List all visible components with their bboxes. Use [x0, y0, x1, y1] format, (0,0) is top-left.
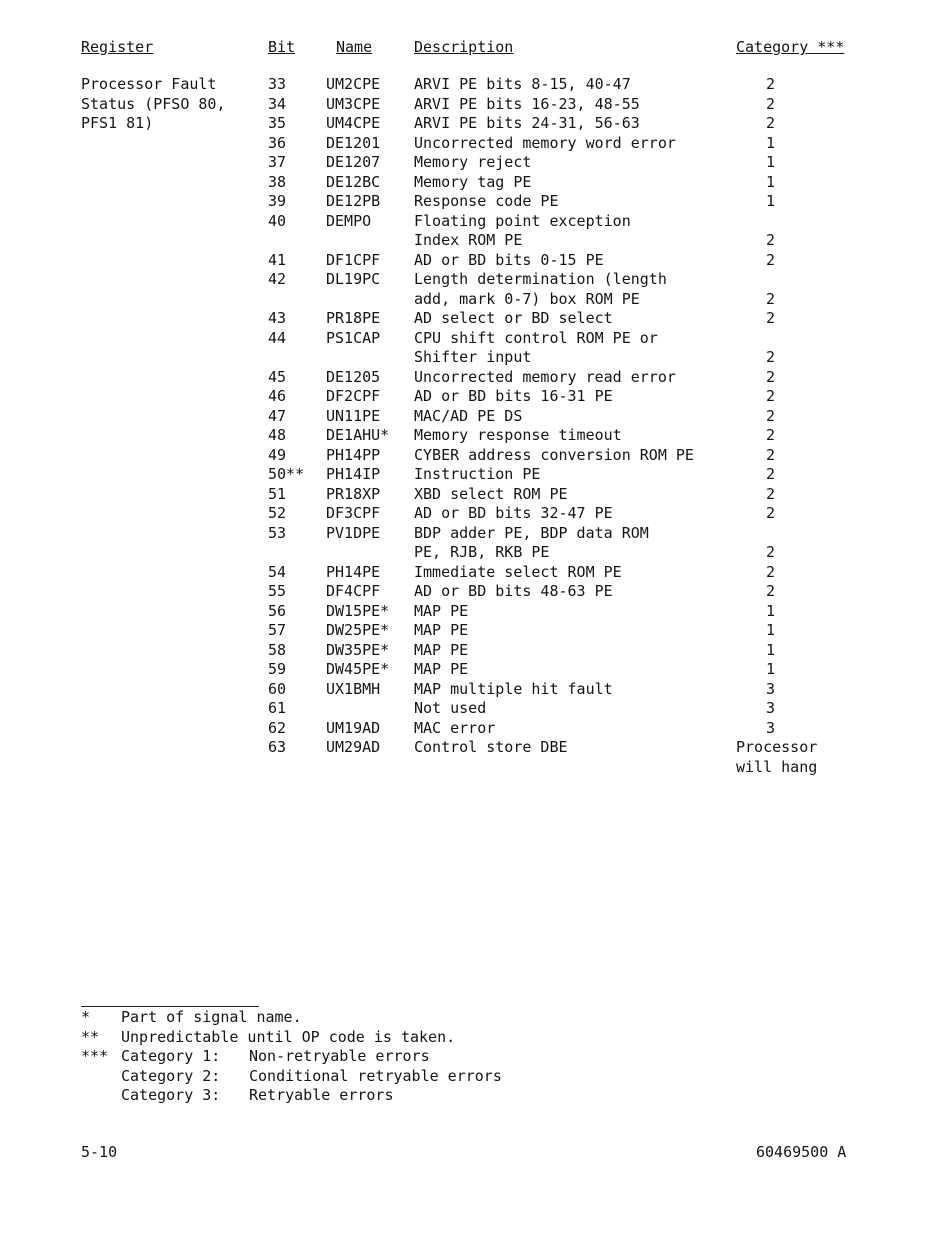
bit-cell: 37 [268, 153, 287, 171]
name-cell: PH14IP [326, 465, 381, 483]
description-cell: CPU shift control ROM PE or [414, 328, 658, 347]
bit-cell: 39 [268, 192, 287, 210]
name-cell: UM2CPE [326, 75, 381, 93]
name-cell: DE1201 [326, 133, 381, 152]
name-cell: DF3CPF [326, 504, 381, 522]
name-cell: DW25PE* [326, 621, 390, 639]
page-number: 5-10 [81, 1143, 118, 1161]
header-name: Name [336, 38, 373, 56]
description-cell: AD or BD bits 16-31 PE [414, 387, 613, 405]
register-line: Processor Fault [81, 75, 217, 93]
name-cell: UM19AD [326, 718, 381, 737]
category-cell: 1 [766, 192, 776, 210]
table-row [0, 738, 950, 758]
category-cell: 2 [766, 562, 776, 581]
description-cell: Not used [414, 699, 487, 717]
name-cell: UX1BMH [326, 679, 381, 698]
table-row [0, 290, 950, 310]
description-cell: MAP PE [414, 660, 469, 678]
name-cell: PV1DPE [326, 523, 381, 542]
name-cell: DEMPO [326, 211, 372, 230]
bit-cell: 44 [268, 328, 287, 347]
name-cell: DE1207 [326, 153, 381, 171]
category-cell: 2 [766, 543, 776, 561]
bit-cell: 50** [268, 465, 305, 483]
header-category: Category *** [736, 38, 845, 56]
name-cell: DE12BC [326, 172, 381, 191]
footnote-label: Category 3: [121, 1086, 221, 1104]
name-cell: DW45PE* [326, 660, 390, 678]
bit-cell: 40 [268, 211, 287, 230]
category-cell: 2 [766, 348, 776, 366]
description-cell: BDP adder PE, BDP data ROM [414, 523, 649, 542]
category-cell: 2 [766, 387, 776, 405]
table-row [0, 582, 950, 602]
category-cell: 2 [766, 504, 776, 522]
category-cell: 2 [766, 484, 776, 503]
description-cell: Floating point exception [414, 211, 631, 230]
table-row [0, 270, 950, 290]
category-cell: 2 [766, 250, 776, 269]
name-cell: DL19PC [326, 270, 381, 288]
table-row [0, 153, 950, 173]
description-cell: MAP PE [414, 621, 469, 639]
footnote-mark: *** [81, 1047, 109, 1065]
description-cell: AD or BD bits 48-63 PE [414, 582, 613, 600]
category-cell: 2 [766, 231, 776, 249]
footnote-divider [81, 1006, 259, 1007]
bit-cell: 54 [268, 562, 287, 581]
table-row [0, 231, 950, 251]
description-cell: MAC/AD PE DS [414, 406, 523, 425]
table-row [0, 680, 950, 700]
name-cell: UM4CPE [326, 114, 381, 132]
bit-cell: 41 [268, 250, 287, 269]
name-cell: PH14PE [326, 562, 381, 581]
name-cell: DF4CPF [326, 582, 381, 600]
category-cell: 1 [766, 660, 776, 678]
table-row [0, 485, 950, 505]
category-cell: 3 [766, 718, 776, 737]
table-row [0, 134, 950, 154]
document-number: 60469500 A [756, 1143, 847, 1161]
description-cell: MAP PE [414, 601, 469, 620]
category-cell: 2 [766, 114, 776, 132]
table-row [0, 660, 950, 680]
table-row [0, 114, 950, 134]
category-cell: 2 [766, 582, 776, 600]
category-cell: 1 [766, 640, 776, 659]
table-row [0, 95, 950, 115]
category-cell: 2 [766, 75, 776, 93]
bit-cell: 62 [268, 718, 287, 737]
table-row [0, 192, 950, 212]
table-row [0, 212, 950, 232]
bit-cell: 42 [268, 270, 287, 288]
category-cell: 2 [766, 94, 776, 113]
name-cell: DF2CPF [326, 387, 381, 405]
category-cell: 1 [766, 621, 776, 639]
bit-cell: 51 [268, 484, 287, 503]
register-line: Status (PFSO 80, [81, 94, 226, 113]
name-cell: PR18XP [326, 484, 381, 503]
bit-cell: 57 [268, 621, 287, 639]
table-row [0, 699, 950, 719]
footnote-label: Unpredictable until OP code is taken. [121, 1027, 456, 1046]
register-line: PFS1 81) [81, 114, 154, 132]
footnote-label: Part of signal name. [121, 1008, 302, 1026]
bit-cell: 48 [268, 426, 287, 444]
category-cell: 2 [766, 309, 776, 327]
description-cell: Instruction PE [414, 465, 541, 483]
description-cell: XBD select ROM PE [414, 484, 568, 503]
description-cell: Memory reject [414, 153, 532, 171]
description-cell: add, mark 0-7) box ROM PE [414, 289, 640, 308]
table-row [0, 407, 950, 427]
category-cell: 2 [766, 465, 776, 483]
name-cell: DF1CPF [326, 250, 381, 269]
category-cell: 3 [766, 679, 776, 698]
description-cell: AD select or BD select [414, 309, 613, 327]
description-cell: Shifter input [414, 348, 532, 366]
description-cell: MAP PE [414, 640, 469, 659]
name-cell: DE1205 [326, 367, 381, 386]
table-row [0, 368, 950, 388]
category-cell: 1 [766, 172, 776, 191]
name-cell: DE12PB [326, 192, 381, 210]
description-cell: Immediate select ROM PE [414, 562, 622, 581]
description-cell: CYBER address conversion ROM PE [414, 445, 694, 464]
description-cell: PE, RJB, RKB PE [414, 543, 550, 561]
footnote-label: Category 1: [121, 1047, 221, 1065]
description-cell: ARVI PE bits 8-15, 40-47 [414, 75, 631, 93]
table-row [0, 504, 950, 524]
description-cell: Response code PE [414, 192, 559, 210]
description-cell: MAP multiple hit fault [414, 679, 613, 698]
name-cell: UM29AD [326, 738, 381, 756]
bit-cell: 34 [268, 94, 287, 113]
table-row [0, 758, 950, 778]
bit-cell: 52 [268, 504, 287, 522]
table-row [0, 563, 950, 583]
category-cell: 1 [766, 601, 776, 620]
description-cell: Control store DBE [414, 738, 568, 756]
bit-cell: 45 [268, 367, 287, 386]
table-row [0, 602, 950, 622]
bit-cell: 35 [268, 114, 287, 132]
table-row [0, 173, 950, 193]
footnote-label: Category 2: [121, 1066, 221, 1085]
bit-cell: 63 [268, 738, 287, 756]
bit-cell: 38 [268, 172, 287, 191]
category-cell: 1 [766, 133, 776, 152]
description-cell: Memory tag PE [414, 172, 532, 191]
bit-cell: 53 [268, 523, 287, 542]
category-cell: 2 [766, 367, 776, 386]
table-row [0, 719, 950, 739]
name-cell: DW15PE* [326, 601, 390, 620]
table-row [0, 309, 950, 329]
bit-cell: 36 [268, 133, 287, 152]
table-row [0, 426, 950, 446]
table-row [0, 446, 950, 466]
description-cell: Index ROM PE [414, 231, 523, 249]
footnote-text: Conditional retryable errors [249, 1066, 502, 1085]
description-cell: ARVI PE bits 16-23, 48-55 [414, 94, 640, 113]
footnote-mark: * [81, 1008, 91, 1026]
name-cell: UN11PE [326, 406, 381, 425]
description-cell: AD or BD bits 0-15 PE [414, 250, 604, 269]
name-cell: DE1AHU* [326, 426, 390, 444]
description-cell: MAC error [414, 718, 496, 737]
table-row [0, 348, 950, 368]
table-row [0, 329, 950, 349]
description-cell: Uncorrected memory word error [414, 133, 676, 152]
description-cell: AD or BD bits 32-47 PE [414, 504, 613, 522]
table-row [0, 543, 950, 563]
footnote-text: Retryable errors [249, 1086, 394, 1104]
name-cell: PS1CAP [326, 328, 381, 347]
category-cell: 2 [766, 445, 776, 464]
category-cell: 2 [766, 289, 776, 308]
header-description: Description [414, 38, 514, 56]
bit-cell: 33 [268, 75, 287, 93]
category-cell: 2 [766, 426, 776, 444]
bit-cell: 55 [268, 582, 287, 600]
description-cell: Length determination (length [414, 270, 667, 288]
name-cell: UM3CPE [326, 94, 381, 113]
category-cell: 3 [766, 699, 776, 717]
bit-cell: 59 [268, 660, 287, 678]
table-row [0, 75, 950, 95]
category-cell: 1 [766, 153, 776, 171]
table-row [0, 251, 950, 271]
description-cell: Memory response timeout [414, 426, 622, 444]
bit-cell: 58 [268, 640, 287, 659]
bit-cell: 43 [268, 309, 287, 327]
name-cell: DW35PE* [326, 640, 390, 659]
name-cell: PR18PE [326, 309, 381, 327]
register-bit-table [0, 75, 950, 777]
table-row [0, 524, 950, 544]
footnote-mark: ** [81, 1027, 100, 1046]
table-row [0, 465, 950, 485]
table-row [0, 641, 950, 661]
description-cell: ARVI PE bits 24-31, 56-63 [414, 114, 640, 132]
category-cell: 2 [766, 406, 776, 425]
table-row [0, 621, 950, 641]
bit-cell: 61 [268, 699, 287, 717]
bit-cell: 60 [268, 679, 287, 698]
header-bit: Bit [268, 38, 296, 56]
category-cell: Processor [736, 738, 818, 756]
table-row [0, 387, 950, 407]
category-cell: will hang [736, 757, 818, 776]
header-register: Register [81, 38, 154, 56]
footnote-text: Non-retryable errors [249, 1047, 430, 1065]
description-cell: Uncorrected memory read error [414, 367, 676, 386]
name-cell: PH14PP [326, 445, 381, 464]
bit-cell: 56 [268, 601, 287, 620]
bit-cell: 49 [268, 445, 287, 464]
bit-cell: 46 [268, 387, 287, 405]
bit-cell: 47 [268, 406, 287, 425]
